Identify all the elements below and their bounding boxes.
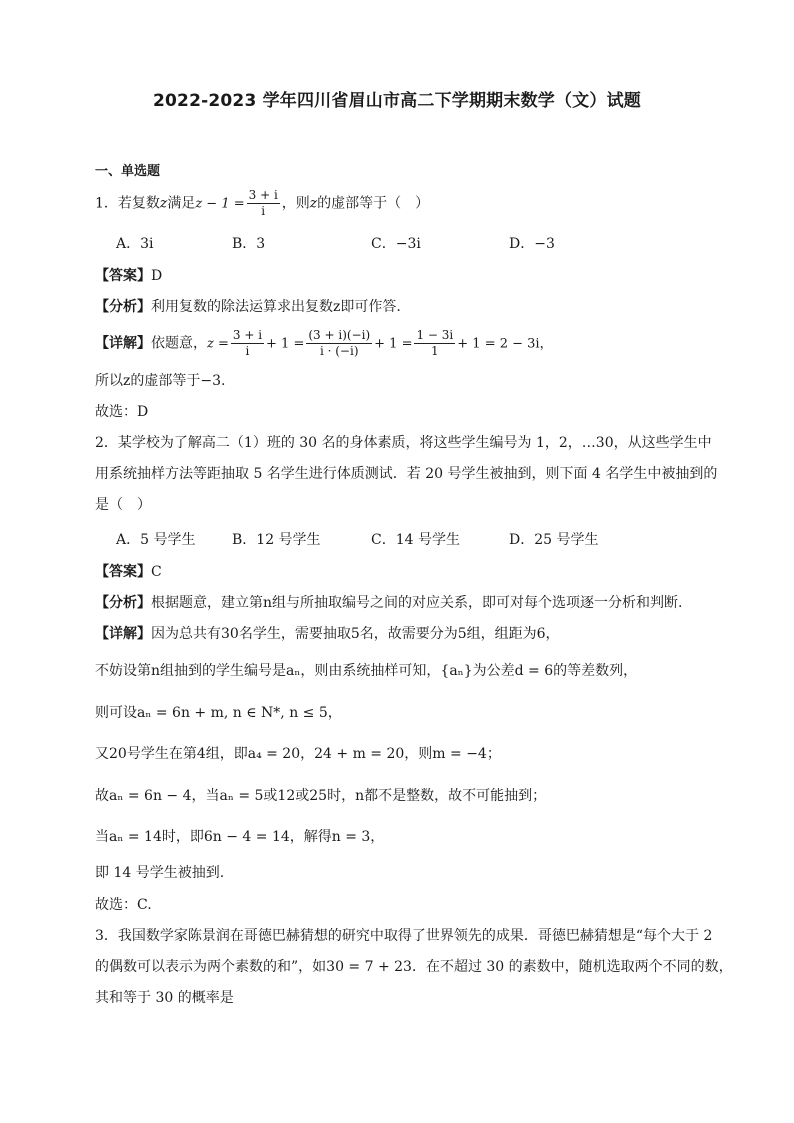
q2-answer: 【答案】C — [95, 564, 162, 580]
q1-conclusion: 所以z的虚部等于−3. — [95, 373, 226, 389]
section-heading: 一、单选题 — [95, 164, 161, 179]
q2-option-d: D．25 号学生 — [509, 532, 599, 548]
q2-detail-line2: 不妨设第n组抽到的学生编号是aₙ，则由系统抽样可知，{aₙ}为公差d = 6的等差数列， — [95, 663, 638, 679]
q1-option-b: B．3 — [232, 236, 266, 252]
q1-fraction: $\frac{3 + i}{i}$ — [248, 188, 278, 218]
q3-stem-line2: 的偶数可以表示为两个素数的和”，如30 = 7 + 23．在不超过 30 的素数中，随机选取两个不同的数， — [95, 959, 733, 975]
q2-choose: 故选：C. — [95, 897, 152, 913]
q1-choose: 故选：D — [95, 404, 149, 420]
page-title: 2022-2023 学年四川省眉山市高二下学期期末数学（文）试题 — [152, 91, 641, 111]
q3-stem-line3: 其和等于 30 的概率是 — [95, 990, 234, 1006]
q1-option-c: C．−3i — [371, 236, 421, 252]
q1-stem: 1．若复数z满足z − 1 = $\frac{3 + i}{i}$ ，则z的虚部等于（ ） — [95, 188, 430, 218]
q2-option-a: A．5 号学生 — [116, 532, 196, 548]
q1-detail: 【详解】依题意，z = $\frac{3 + i}{i}$ + 1 = $\frac{(3 + i)(-i)}{i \cdot (-i)}$ + 1 = $\frac{1 - 3i}{1}$ + 1 = 2 − 3i， — [95, 328, 553, 358]
q1-option-d: D．−3 — [509, 236, 555, 252]
q2-detail-line6: 当aₙ = 14时，即6n − 4 = 14，解得n = 3， — [95, 829, 385, 845]
q2-stem-line2: 用系统抽样方法等距抽取 5 名学生进行体质测试．若 20 号学生被抽到，则下面 4 名学生中被抽到的 — [95, 466, 718, 482]
q2-detail-line3: 则可设aₙ = 6n + m, n ∈ N*, n ≤ 5， — [95, 705, 342, 721]
q2-detail-line7: 即 14 号学生被抽到. — [95, 865, 225, 881]
q2-detail-line5: 故aₙ = 6n − 4，当aₙ = 5或12或25时，n都不是整数，故不可能抽到； — [95, 788, 547, 804]
q2-option-c: C．14 号学生 — [371, 532, 460, 548]
q2-stem-line1: 2．某学校为了解高二（1）班的 30 名的身体素质，将这些学生编号为 1，2，…30，从这些学生中 — [95, 435, 712, 451]
q2-stem-line3: 是（ ） — [95, 497, 151, 513]
q2-detail: 【详解】因为总共有30名学生，需要抽取5名，故需要分为5组，组距为6， — [95, 626, 560, 642]
q2-option-b: B．12 号学生 — [232, 532, 321, 548]
q1-option-a: A．3i — [116, 236, 154, 252]
q1-answer: 【答案】D — [95, 268, 163, 284]
q2-analysis: 【分析】根据题意，建立第n组与所抽取编号之间的对应关系，即可对每个选项逐一分析和判断. — [95, 595, 683, 611]
q1-analysis: 【分析】利用复数的除法运算求出复数z即可作答. — [95, 299, 401, 315]
q2-detail-line4: 又20号学生在第4组，即a₄ = 20，24 + m = 20，则m = −4； — [95, 746, 501, 762]
q3-stem-line1: 3．我国数学家陈景润在哥德巴赫猜想的研究中取得了世界领先的成果．哥德巴赫猜想是“每个大于 2 — [95, 928, 713, 944]
